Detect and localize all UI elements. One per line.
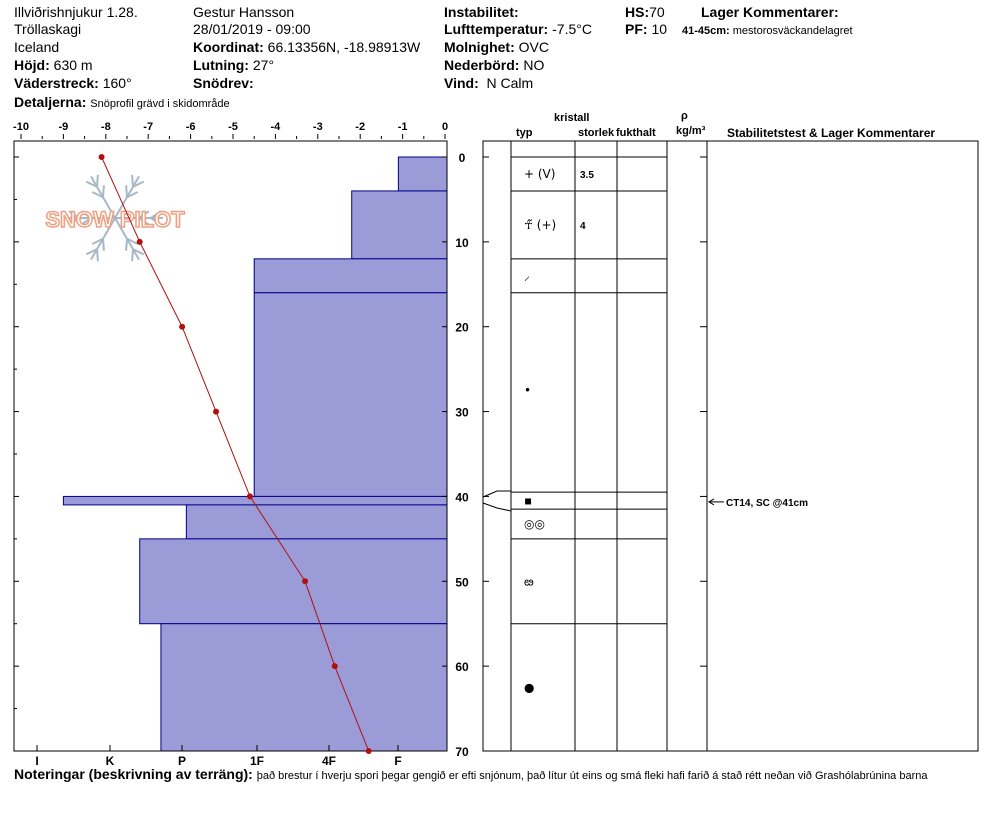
temp-tick-label: -4 <box>270 121 281 133</box>
airtemp-label: Lufttemperatur: <box>444 21 549 37</box>
hardness-bar <box>352 191 447 259</box>
precip-value: NO <box>523 57 545 73</box>
sky-label: Molnighet: <box>444 39 515 55</box>
pf-value: 10 <box>651 21 668 37</box>
temperature-point <box>247 493 253 499</box>
crystal-type-symbol: ☥̃ (+) <box>524 217 557 232</box>
wind-label: Vind: <box>444 75 479 91</box>
instability-label: Instabilitet: <box>444 4 519 20</box>
observation-datetime: 28/01/2019 - 09:00 <box>193 21 311 37</box>
flake-branch <box>132 249 133 261</box>
table-border <box>483 141 978 751</box>
temp-tick-label: -10 <box>13 121 29 133</box>
layer-table <box>483 141 978 751</box>
depth-tick-label: 0 <box>458 151 466 165</box>
precip-label: Nederbörd: <box>444 57 520 73</box>
depth-tick-label: 20 <box>455 320 469 335</box>
temperature-point <box>137 239 143 245</box>
logo-text: SNOW PILOT <box>45 207 185 232</box>
flake-branch <box>97 175 98 187</box>
depth-tick-label: 60 <box>455 660 469 675</box>
crystal-type-symbol: • <box>524 383 532 398</box>
elevation-label: Höjd: <box>14 57 50 73</box>
details-label: Detaljerna: <box>14 94 87 110</box>
hardness-tick-label: K <box>105 754 115 768</box>
flake-branch <box>132 175 133 187</box>
airtemp-value: -7.5°C <box>552 21 592 37</box>
hardness-bar <box>254 259 447 293</box>
temp-tick-label: -8 <box>100 121 111 133</box>
depth-tick-label: 40 <box>455 490 469 505</box>
crystal-type-symbol: ఴ <box>524 574 534 589</box>
coordinates-value: 66.13356N, -18.98913W <box>267 39 421 55</box>
crystal-type-symbol: ▪ <box>524 493 533 508</box>
slope-value: 27° <box>252 57 275 73</box>
pf-label: PF: <box>625 21 648 37</box>
depth-tick-label: 70 <box>455 745 469 759</box>
layer-comment-depth: 41-45cm: <box>682 25 730 37</box>
temp-tick-label: -2 <box>355 121 366 133</box>
flake-branch <box>97 249 98 261</box>
temp-tick-label: -6 <box>185 121 196 133</box>
hardness-tick-label: 4F <box>321 754 337 768</box>
layer-comment-text: mestorosväckandelagret <box>732 25 853 37</box>
temperature-point <box>179 324 185 330</box>
temperature-point <box>366 748 372 754</box>
hardness-tick-label: 1F <box>249 754 265 768</box>
crystal-header: kristall <box>554 112 590 124</box>
hs-label: HS: <box>625 4 650 20</box>
drift-label: Snödrev: <box>193 75 254 91</box>
sky-value: OVC <box>518 39 549 55</box>
hs-value: 70 <box>649 4 665 20</box>
temperature-point <box>99 154 105 160</box>
flake-branch <box>126 185 127 197</box>
depth-tick-label: 10 <box>455 235 469 250</box>
density-rho-header: ρ <box>681 110 688 122</box>
temperature-point <box>213 409 219 415</box>
location-country: Iceland <box>14 39 60 55</box>
hardness-tick-label: P <box>177 754 187 768</box>
coordinates-label: Koordinat: <box>193 39 264 55</box>
details-value: Snöprofil grävd i skidområde <box>90 98 230 110</box>
flake-branch <box>126 239 127 251</box>
stability-header: Stabilitetstest & Lager Kommentarer <box>727 126 936 140</box>
hardness-layers <box>63 157 447 751</box>
hardness-bar <box>254 293 447 497</box>
density-unit-header: kg/m³ <box>676 125 706 137</box>
crystal-type-symbol: ⸝ <box>524 268 531 283</box>
notes-text: það brestur í hverju spori þegar gengið er efti snjónum, það lítur út eins og smá fleki hafi farið á stað rétt neðan við Grashólabrúnina barna <box>256 770 928 782</box>
type-header: typ <box>516 127 533 139</box>
hardness-bar <box>398 157 447 191</box>
temp-tick-label: -7 <box>143 121 154 133</box>
hardness-bar <box>186 505 447 539</box>
size-header: storlek <box>578 127 615 139</box>
notes-label: Noteringar (beskrivning av terräng): <box>14 766 253 782</box>
crystal-type-symbol: + (V) <box>524 166 556 181</box>
crystal-type-symbol: ◎◎ <box>524 517 545 532</box>
flake-branch <box>103 239 104 251</box>
temp-tick-label: -9 <box>58 121 69 133</box>
hardness-tick-label: I <box>35 754 39 768</box>
flake-branch <box>103 185 104 197</box>
moisture-header: fukthalt <box>616 127 656 139</box>
hardness-tick-label: F <box>394 754 402 768</box>
elevation-value: 630 m <box>53 57 93 73</box>
temperature-point <box>332 663 338 669</box>
stability-test-label: CT14, SC @41cm <box>726 497 809 509</box>
boundary-connector <box>483 503 511 511</box>
temp-tick-label: -3 <box>312 121 323 133</box>
depth-tick-label: 30 <box>455 405 469 420</box>
crystal-size: 3.5 <box>580 169 594 181</box>
crystal-size: 4 <box>580 220 586 232</box>
temperature-point <box>302 578 308 584</box>
depth-tick-label: 50 <box>455 575 469 590</box>
crystal-type-symbol: ● <box>524 680 535 695</box>
temp-tick-label: -1 <box>397 121 408 133</box>
aspect-label: Väderstreck: <box>14 75 99 91</box>
wind-value: N Calm <box>486 75 534 91</box>
location-name: Illviðrishnjukur 1.28. <box>14 4 138 20</box>
hardness-bar <box>161 624 447 751</box>
temp-tick-label: -5 <box>228 121 238 133</box>
hardness-bar <box>140 539 447 624</box>
slope-label: Lutning: <box>193 57 249 73</box>
layer-comments-title: Lager Kommentarer: <box>701 4 839 20</box>
temp-tick-label: 0 <box>441 121 449 133</box>
observer-name: Gestur Hansson <box>193 4 295 20</box>
aspect-value: 160° <box>102 75 132 91</box>
location-region: Tröllaskagi <box>14 21 82 37</box>
